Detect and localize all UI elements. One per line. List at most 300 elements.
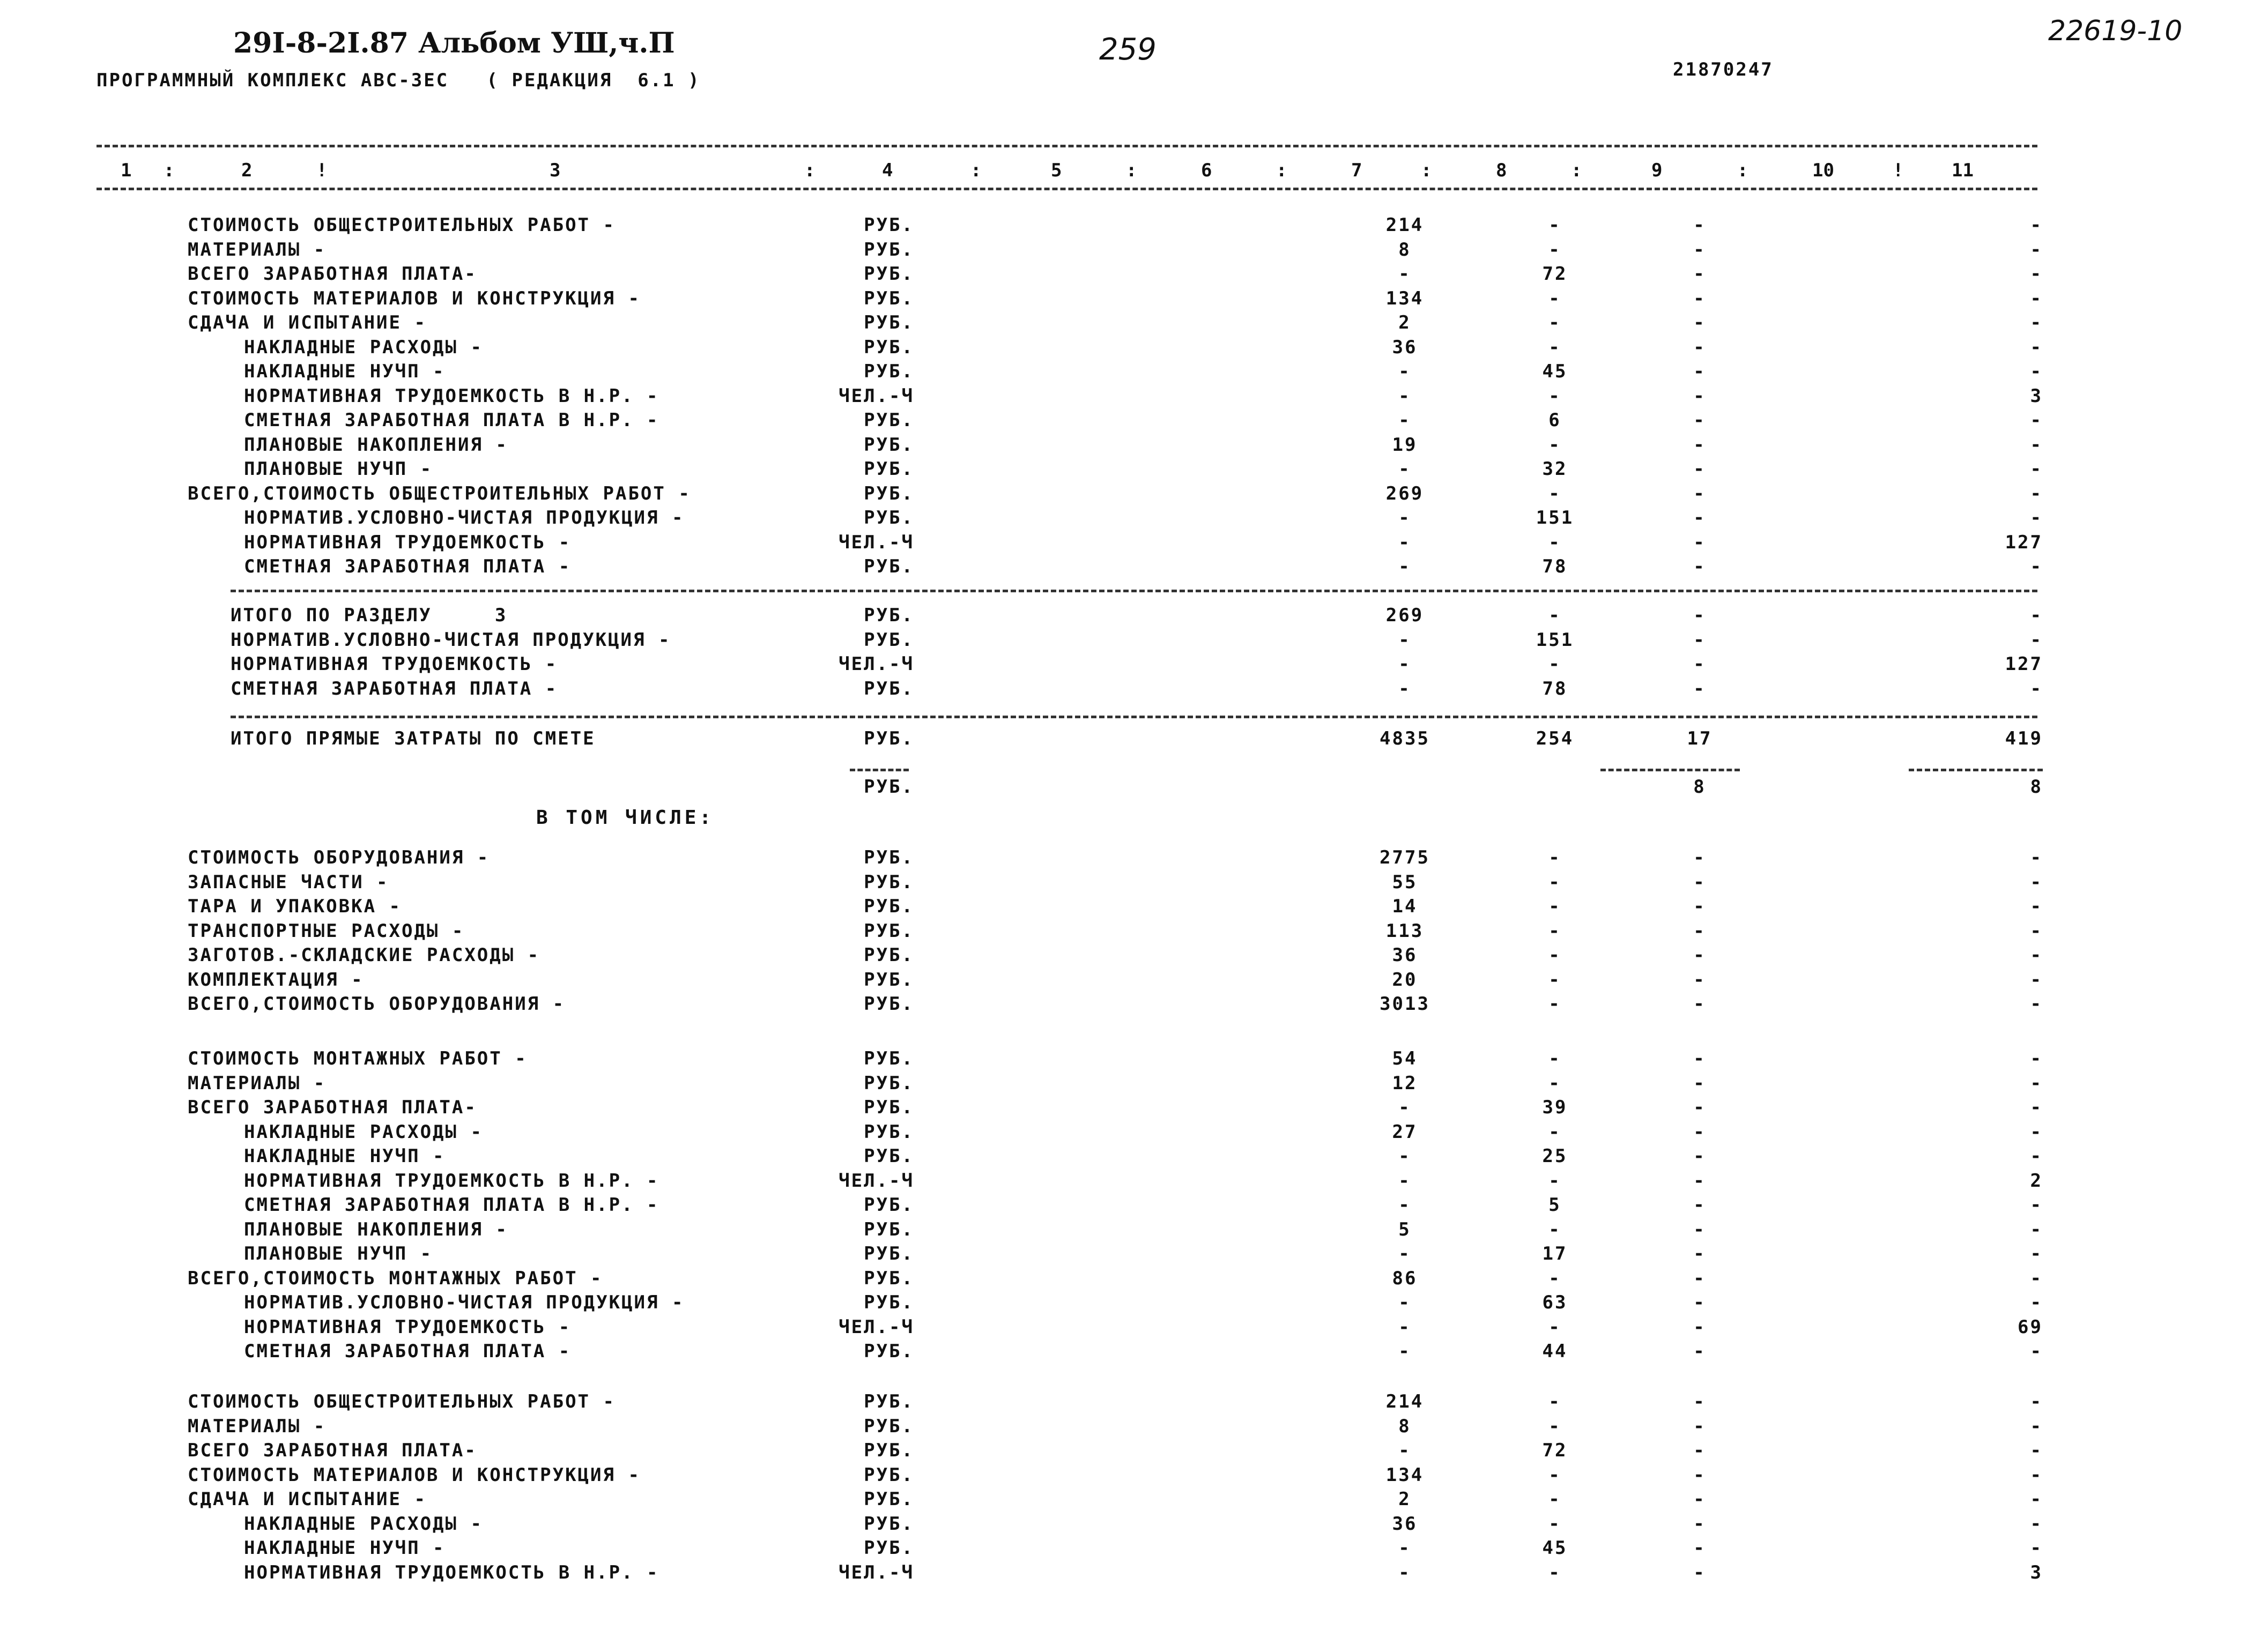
value-col7: - [1398, 1440, 1411, 1461]
unit-cell: ЧЕЛ.-Ч [839, 1561, 914, 1583]
table-row [0, 288, 2261, 312]
row-label: ЗАПАСНЫЕ ЧАСТИ - [188, 871, 389, 893]
unit-cell: РУБ. [864, 410, 914, 431]
unit-cell: РУБ. [864, 993, 914, 1015]
row-label: МАТЕРИАЛЫ - [188, 1072, 327, 1094]
value-col7: - [1398, 263, 1411, 285]
table-row [0, 532, 2261, 556]
value-col7: 269 [1385, 605, 1424, 626]
table-row [0, 1219, 2261, 1243]
value-col9: - [1693, 653, 1706, 675]
value-col9: - [1693, 1440, 1706, 1461]
value-col9: - [1693, 1391, 1706, 1412]
table-row [0, 993, 2261, 1017]
value-col8: - [1548, 1170, 1561, 1192]
value-col8: - [1548, 531, 1561, 553]
value-col7: 4835 [1380, 728, 1430, 749]
value-col9: - [1693, 1048, 1706, 1069]
row-label: НАКЛАДНЫЕ НУЧП - [244, 361, 446, 382]
value-col9: - [1693, 410, 1706, 431]
unit-cell: РУБ. [864, 556, 914, 577]
unit-cell: РУБ. [864, 1072, 914, 1094]
value-col11: - [2030, 287, 2043, 309]
value-col11: - [2030, 336, 2043, 358]
value-col11: - [2030, 1072, 2043, 1094]
value-col8: 25 [1542, 1145, 1568, 1167]
unit-cell: РУБ. [864, 678, 914, 700]
row-label: ПЛАНОВЫЕ НУЧП - [244, 458, 433, 480]
unit-cell: РУБ. [864, 214, 914, 236]
value-col9: - [1693, 434, 1706, 456]
row-label: НОРМАТИВ.УСЛОВНО-ЧИСТАЯ ПРОДУКЦИЯ - [244, 1292, 685, 1313]
table-row [0, 239, 2261, 263]
value-col9: - [1693, 1341, 1706, 1362]
row-label: ТАРА И УПАКОВКА - [188, 896, 402, 917]
value-col11: - [2030, 1391, 2043, 1412]
value-col9: - [1693, 482, 1706, 504]
header-bottom-rule [97, 188, 2037, 190]
value-col11: - [2030, 410, 2043, 431]
row-label: ВСЕГО ЗАРАБОТНАЯ ПЛАТА- [188, 1097, 477, 1118]
unit-cell: РУБ. [864, 1218, 914, 1240]
row-label: СТОИМОСТЬ ОБОРУДОВАНИЯ - [188, 847, 490, 868]
value-col9: - [1693, 214, 1706, 236]
value-col7: 269 [1385, 482, 1424, 504]
table-row [0, 1316, 2261, 1341]
value-col11: - [2030, 871, 2043, 893]
row-label: ВСЕГО ЗАРАБОТНАЯ ПЛАТА- [188, 263, 477, 285]
table-row [0, 434, 2261, 458]
value-col11: 69 [2018, 1316, 2043, 1338]
value-col11: - [2030, 1243, 2043, 1264]
value-col7: 2775 [1380, 847, 1430, 868]
value-col9: - [1693, 1170, 1706, 1192]
column-header-cell: 11 [1952, 160, 1974, 181]
value-col8: - [1548, 1391, 1561, 1412]
value-col8: 44 [1542, 1341, 1568, 1362]
value-col7: - [1398, 361, 1411, 382]
unit-cell: РУБ. [864, 1513, 914, 1535]
table-row [0, 944, 2261, 969]
value-col11: - [2030, 969, 2043, 991]
col11-rule [1909, 769, 2043, 771]
value-col7: - [1398, 1292, 1411, 1313]
value-col8: - [1548, 1218, 1561, 1240]
row-label: НОРМАТИВНАЯ ТРУДОЕМКОСТЬ В Н.Р. - [244, 1170, 659, 1192]
column-header-cell: : [804, 160, 816, 181]
value-col8: 32 [1542, 458, 1568, 480]
row-label: ПЛАНОВЫЕ НАКОПЛЕНИЯ - [244, 434, 508, 456]
unit-cell: РУБ. [864, 1243, 914, 1264]
value-col7: - [1398, 1243, 1411, 1264]
table-row [0, 1194, 2261, 1218]
value-col8: - [1548, 969, 1561, 991]
row-label: СМЕТНАЯ ЗАРАБОТНАЯ ПЛАТА В Н.Р. - [244, 1194, 659, 1216]
unit-cell: РУБ. [864, 1121, 914, 1143]
table-row [0, 214, 2261, 239]
table-row [0, 312, 2261, 336]
table-row [0, 1145, 2261, 1170]
value-col11: - [2030, 678, 2043, 700]
unit-cell: РУБ. [864, 605, 914, 626]
value-col9: - [1693, 1415, 1706, 1437]
column-header-cell: : [1737, 160, 1748, 181]
table-row [0, 896, 2261, 920]
value-col8: - [1548, 1489, 1561, 1510]
value-col11: - [2030, 1292, 2043, 1313]
value-col11: - [2030, 1218, 2043, 1240]
table-row [0, 872, 2261, 896]
unit-cell: ЧЕЛ.-Ч [839, 385, 914, 407]
value-col11: - [2030, 214, 2043, 236]
unit-cell: ЧЕЛ.-Ч [839, 1170, 914, 1192]
unit-cell: РУБ. [864, 1267, 914, 1289]
table-row [0, 1341, 2261, 1365]
value-col8: - [1548, 1072, 1561, 1094]
value-col8: - [1548, 1267, 1561, 1289]
column-header-cell: ! [1893, 160, 1904, 181]
unit-cell: РУБ. [864, 969, 914, 991]
value-col9: - [1693, 385, 1706, 407]
unit-cell: ЧЕЛ.-Ч [839, 1316, 914, 1338]
value-col7: - [1398, 1341, 1411, 1362]
row-label: НОРМАТИВНАЯ ТРУДОЕМКОСТЬ - [244, 1316, 572, 1338]
row-label: СМЕТНАЯ ЗАРАБОТНАЯ ПЛАТА - [231, 678, 558, 700]
column-header-cell: 8 [1496, 160, 1507, 181]
row-label: НОРМАТИВНАЯ ТРУДОЕМКОСТЬ В Н.Р. - [244, 1561, 659, 1583]
value-col9: - [1693, 458, 1706, 480]
table-row [0, 1048, 2261, 1072]
value-col7: - [1398, 1561, 1411, 1583]
row-label: НАКЛАДНЫЕ РАСХОДЫ - [244, 336, 483, 358]
value-col9: - [1693, 1489, 1706, 1510]
table-row [0, 629, 2261, 653]
value-col11: - [2030, 556, 2043, 577]
table-row [0, 263, 2261, 287]
value-col11: 127 [2005, 653, 2043, 675]
row-label: НАКЛАДНЫЕ НУЧП - [244, 1145, 446, 1167]
value-col7: 3013 [1380, 993, 1430, 1015]
column-header-cell: : [164, 160, 175, 181]
unit-cell: РУБ. [864, 728, 914, 749]
value-col7: 134 [1385, 1464, 1424, 1486]
value-col9: - [1693, 605, 1706, 626]
row-label: СМЕТНАЯ ЗАРАБОТНАЯ ПЛАТА - [244, 556, 572, 577]
value-col8: 17 [1542, 1243, 1568, 1264]
column-header-cell: ! [316, 160, 328, 181]
value-col7: - [1398, 1097, 1411, 1118]
unit-cell: РУБ. [864, 434, 914, 456]
unit-cell: РУБ. [864, 1341, 914, 1362]
value-col8: - [1548, 385, 1561, 407]
value-col9: - [1693, 993, 1706, 1015]
value-col11: - [2030, 1415, 2043, 1437]
row-label: МАТЕРИАЛЫ - [188, 1415, 327, 1437]
value-col8: - [1548, 1048, 1561, 1069]
value-col7: 214 [1385, 214, 1424, 236]
value-col8: - [1548, 1513, 1561, 1535]
unit-cell: РУБ. [864, 287, 914, 309]
row-label: СТОИМОСТЬ МОНТАЖНЫХ РАБОТ - [188, 1048, 528, 1069]
unit-cell: РУБ. [864, 336, 914, 358]
table-row [0, 1537, 2261, 1561]
row-label: ПЛАНОВЫЕ НАКОПЛЕНИЯ - [244, 1218, 508, 1240]
program-line: ПРОГРАММНЫЙ КОМПЛЕКС АВС-3ЕС ( РЕДАКЦИЯ 6.1 ) [97, 70, 701, 91]
unit-cell: РУБ. [864, 312, 914, 333]
value-col11: - [2030, 1267, 2043, 1289]
value-col9: - [1693, 629, 1706, 651]
unit-cell: РУБ. [864, 1097, 914, 1118]
row-label: СМЕТНАЯ ЗАРАБОТНАЯ ПЛАТА - [244, 1341, 572, 1362]
value-col7: - [1398, 556, 1411, 577]
value-col8: - [1548, 214, 1561, 236]
value-col7: - [1398, 1316, 1411, 1338]
value-col11: 419 [2005, 728, 2043, 749]
value-col11: - [2030, 920, 2043, 942]
column-header-cell: : [1126, 160, 1137, 181]
table-row [0, 1464, 2261, 1489]
table-row [0, 361, 2261, 385]
value-col9: - [1693, 361, 1706, 382]
value-col9: - [1693, 944, 1706, 966]
value-col9: - [1693, 678, 1706, 700]
table-row [0, 1121, 2261, 1145]
table-row [0, 1073, 2261, 1097]
col9-rule [1600, 769, 1740, 771]
column-header-cell: : [970, 160, 982, 181]
value-col11: - [2030, 263, 2043, 285]
row-label: ТРАНСПОРТНЫЕ РАСХОДЫ - [188, 920, 465, 942]
value-col8: - [1548, 482, 1561, 504]
value-col9: - [1693, 312, 1706, 333]
unit-cell: РУБ. [864, 1391, 914, 1412]
row-label: ИТОГО ПО РАЗДЕЛУ 3 [231, 605, 508, 626]
table-row [0, 507, 2261, 531]
value-col7: - [1398, 1194, 1411, 1216]
table-row [0, 847, 2261, 871]
table-row [0, 653, 2261, 678]
value-col11: 8 [2030, 776, 2043, 798]
column-header-cell: : [1276, 160, 1287, 181]
value-col11: 127 [2005, 531, 2043, 553]
row-label: НАКЛАДНЫЕ НУЧП - [244, 1537, 446, 1559]
value-col11: - [2030, 239, 2043, 261]
row-label: МАТЕРИАЛЫ - [188, 239, 327, 261]
column-header-cell: 6 [1201, 160, 1212, 181]
table-row [0, 458, 2261, 482]
value-col11: - [2030, 1464, 2043, 1486]
value-col7: 2 [1398, 1489, 1411, 1510]
row-label: ПЛАНОВЫЕ НУЧП - [244, 1243, 433, 1264]
table-row [0, 1292, 2261, 1316]
value-col8: - [1548, 944, 1561, 966]
value-col11: - [2030, 507, 2043, 529]
unit-cell: РУБ. [864, 507, 914, 529]
value-col11: 2 [2030, 1170, 2043, 1192]
row-label: ЗАГОТОВ.-СКЛАДСКИЕ РАСХОДЫ - [188, 944, 540, 966]
value-col9: - [1693, 507, 1706, 529]
row-label: СМЕТНАЯ ЗАРАБОТНАЯ ПЛАТА В Н.Р. - [244, 410, 659, 431]
value-col7: 86 [1392, 1267, 1418, 1289]
column-header-cell: 9 [1651, 160, 1663, 181]
unit-cell: РУБ. [864, 920, 914, 942]
value-col7: 2 [1398, 312, 1411, 333]
value-col8: 151 [1536, 507, 1574, 529]
row-label: СТОИМОСТЬ МАТЕРИАЛОВ И КОНСТРУКЦИЯ - [188, 1464, 641, 1486]
value-col9: - [1693, 847, 1706, 868]
unit-cell: РУБ. [864, 944, 914, 966]
unit-rule [850, 769, 909, 771]
unit-cell: РУБ. [864, 239, 914, 261]
table-top-rule [97, 145, 2037, 147]
value-col11: - [2030, 1145, 2043, 1167]
column-header-cell: 4 [882, 160, 893, 181]
value-col9: - [1693, 1218, 1706, 1240]
value-col9: - [1693, 531, 1706, 553]
value-col8: - [1548, 312, 1561, 333]
value-col9: 17 [1687, 728, 1713, 749]
value-col7: - [1398, 1145, 1411, 1167]
value-col8: - [1548, 1121, 1561, 1143]
unit-cell: РУБ. [864, 896, 914, 917]
table-row [0, 1440, 2261, 1464]
value-col7: 36 [1392, 944, 1418, 966]
row-label: НОРМАТИВНАЯ ТРУДОЕМКОСТЬ В Н.Р. - [244, 385, 659, 407]
table-row [0, 1097, 2261, 1121]
value-col8: 72 [1542, 1440, 1568, 1461]
value-col9: - [1693, 239, 1706, 261]
unit-cell: РУБ. [864, 1440, 914, 1461]
value-col11: - [2030, 944, 2043, 966]
value-col8: 254 [1536, 728, 1574, 749]
value-col9: - [1693, 1194, 1706, 1216]
row-label: ВСЕГО,СТОИМОСТЬ МОНТАЖНЫХ РАБОТ - [188, 1267, 603, 1289]
row-label: ВСЕГО ЗАРАБОТНАЯ ПЛАТА- [188, 1440, 477, 1461]
value-col8: 151 [1536, 629, 1574, 651]
row-label: КОМПЛЕКТАЦИЯ - [188, 969, 364, 991]
table-row [0, 1391, 2261, 1415]
value-col9: - [1693, 287, 1706, 309]
value-col7: 134 [1385, 287, 1424, 309]
unit-cell: РУБ. [864, 1415, 914, 1437]
value-col7: 113 [1385, 920, 1424, 942]
value-col8: - [1548, 1561, 1561, 1583]
value-col7: 19 [1392, 434, 1418, 456]
row-label: СТОИМОСТЬ ОБЩЕСТРОИТЕЛЬНЫХ РАБОТ - [188, 214, 616, 236]
value-col11: - [2030, 312, 2043, 333]
value-col8: - [1548, 847, 1561, 868]
column-header-cell: : [1571, 160, 1582, 181]
value-col11: - [2030, 434, 2043, 456]
value-col7: - [1398, 531, 1411, 553]
unit-cell: РУБ. [864, 776, 914, 798]
value-col8: 39 [1542, 1097, 1568, 1118]
value-col11: - [2030, 1489, 2043, 1510]
value-col7: 36 [1392, 1513, 1418, 1535]
value-col9: - [1693, 871, 1706, 893]
handwritten-stamp: 22619-10 [2048, 15, 2183, 47]
subheading: В ТОМ ЧИСЛЕ: [536, 807, 715, 829]
table-row [0, 410, 2261, 434]
row-label: НОРМАТИВ.УСЛОВНО-ЧИСТАЯ ПРОДУКЦИЯ - [244, 507, 685, 529]
value-col7: 36 [1392, 336, 1418, 358]
value-col7: 8 [1398, 1415, 1411, 1437]
row-label: НАКЛАДНЫЕ РАСХОДЫ - [244, 1513, 483, 1535]
column-header-cell: 3 [550, 160, 561, 181]
value-col8: 5 [1548, 1194, 1561, 1216]
value-col8: - [1548, 653, 1561, 675]
value-col8: - [1548, 920, 1561, 942]
value-col8: - [1548, 871, 1561, 893]
value-col9: - [1693, 336, 1706, 358]
unit-cell: РУБ. [864, 1048, 914, 1069]
value-col9: - [1693, 1097, 1706, 1118]
table-row [0, 337, 2261, 361]
value-col8: 6 [1548, 410, 1561, 431]
value-col7: - [1398, 678, 1411, 700]
unit-cell: РУБ. [864, 482, 914, 504]
unit-cell: РУБ. [864, 458, 914, 480]
table-row [0, 1562, 2261, 1586]
section-rule-1 [231, 590, 2037, 592]
value-col8: - [1548, 1415, 1561, 1437]
value-col7: 214 [1385, 1391, 1424, 1412]
value-col9: - [1693, 263, 1706, 285]
value-col9: - [1693, 1267, 1706, 1289]
unit-cell: РУБ. [864, 263, 914, 285]
value-col9: - [1693, 1537, 1706, 1559]
value-col8: 78 [1542, 556, 1568, 577]
value-col8: - [1548, 1316, 1561, 1338]
column-header-cell: 2 [241, 160, 253, 181]
value-col8: 45 [1542, 1537, 1568, 1559]
value-col8: - [1548, 896, 1561, 917]
value-col7: 54 [1392, 1048, 1418, 1069]
value-col8: - [1548, 239, 1561, 261]
table-row [0, 483, 2261, 507]
table-row [0, 1243, 2261, 1267]
value-col9: - [1693, 1121, 1706, 1143]
table-row [0, 385, 2261, 410]
unit-cell: РУБ. [864, 847, 914, 868]
unit-cell: РУБ. [864, 871, 914, 893]
column-header-cell: 10 [1812, 160, 1834, 181]
value-col11: - [2030, 361, 2043, 382]
row-label: СДАЧА И ИСПЫТАНИЕ - [188, 312, 427, 333]
value-col7: - [1398, 385, 1411, 407]
row-label: СТОИМОСТЬ ОБЩЕСТРОИТЕЛЬНЫХ РАБОТ - [188, 1391, 616, 1412]
value-col9: - [1693, 969, 1706, 991]
value-col9: 8 [1693, 776, 1706, 798]
value-col7: - [1398, 507, 1411, 529]
unit-cell: ЧЕЛ.-Ч [839, 653, 914, 675]
value-col9: - [1693, 1513, 1706, 1535]
column-header-cell: 7 [1351, 160, 1362, 181]
value-col11: - [2030, 458, 2043, 480]
table-row [0, 969, 2261, 993]
value-col11: - [2030, 1537, 2043, 1559]
value-col7: 27 [1392, 1121, 1418, 1143]
unit-cell: РУБ. [864, 1194, 914, 1216]
value-col11: - [2030, 847, 2043, 868]
value-col11: - [2030, 482, 2043, 504]
value-col9: - [1693, 1316, 1706, 1338]
row-label: НОРМАТИВ.УСЛОВНО-ЧИСТАЯ ПРОДУКЦИЯ - [231, 629, 671, 651]
value-col7: - [1398, 629, 1411, 651]
value-col11: - [2030, 1194, 2043, 1216]
value-col7: 55 [1392, 871, 1418, 893]
row-label: ВСЕГО,СТОИМОСТЬ ОБОРУДОВАНИЯ - [188, 993, 566, 1015]
